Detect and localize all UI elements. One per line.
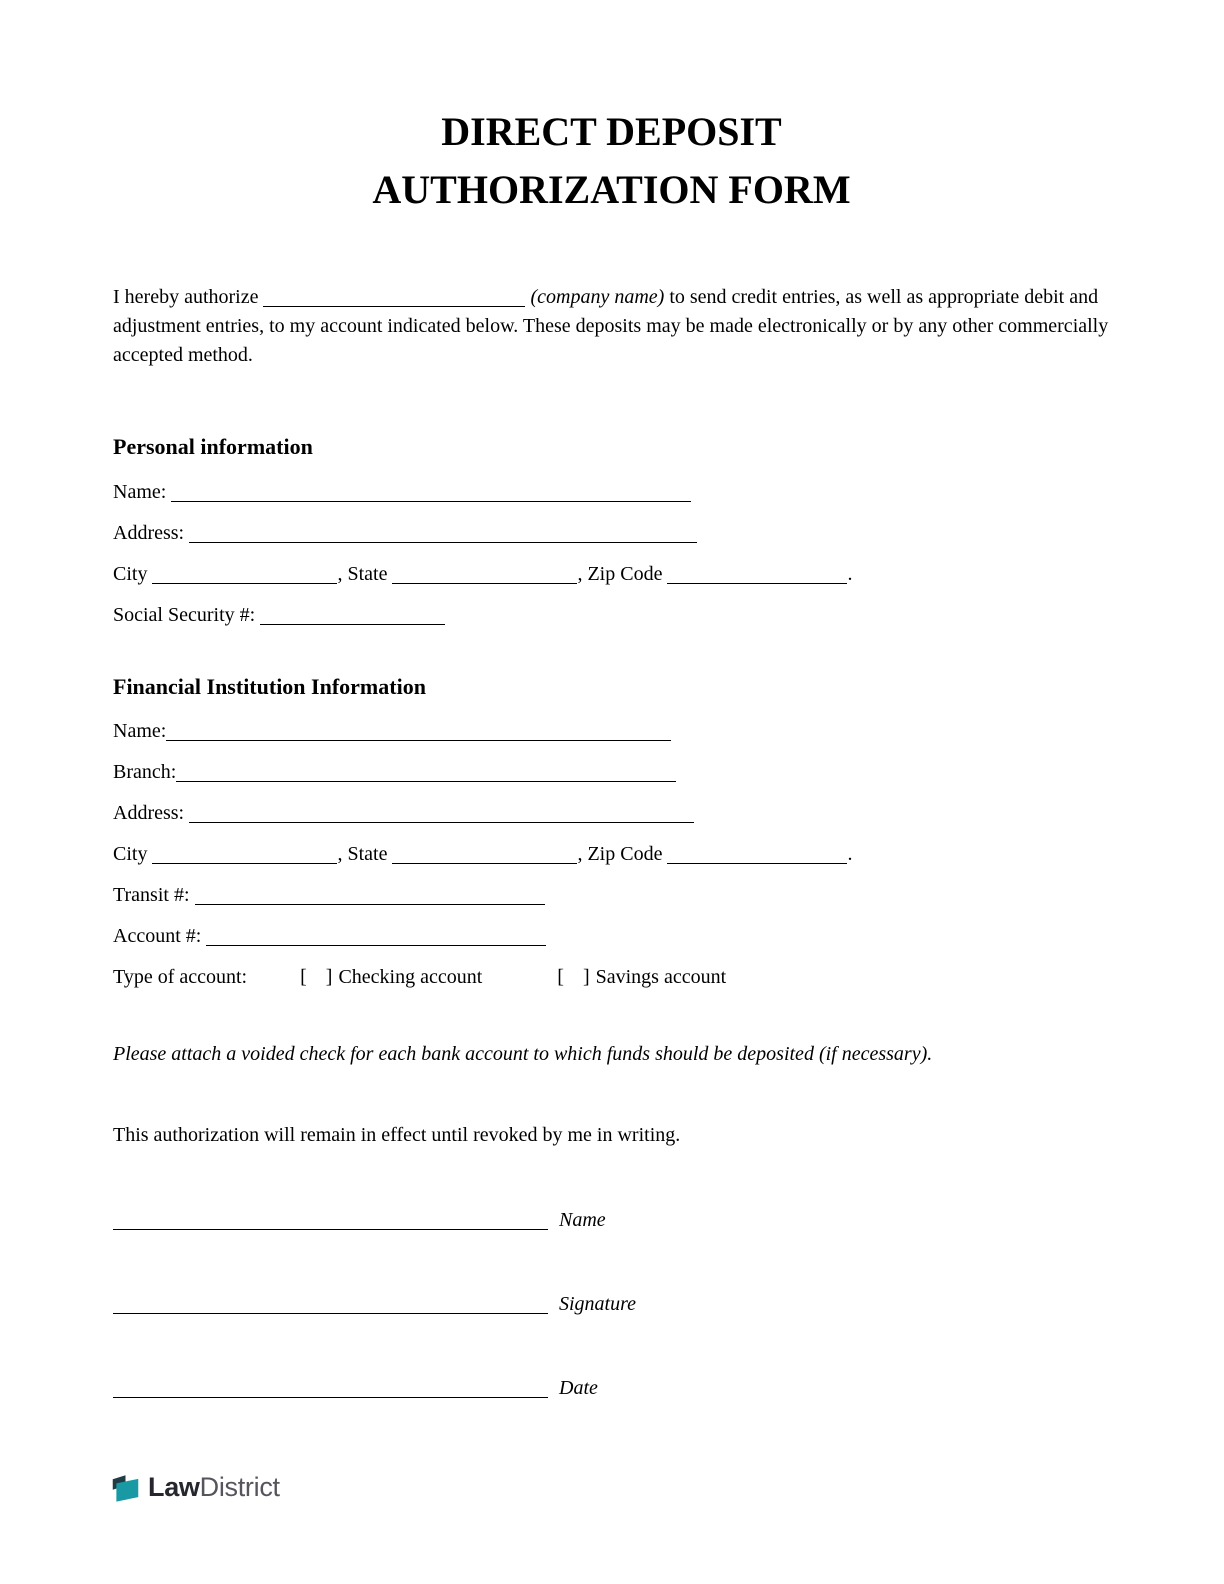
financial-transit-blank[interactable] — [195, 889, 545, 905]
financial-address-row — [113, 799, 1110, 828]
account-type-row — [113, 963, 1110, 992]
financial-transit-label: Transit #: — [113, 884, 190, 907]
financial-name-label: Name: — [113, 720, 167, 743]
personal-city-label: City — [113, 562, 148, 585]
financial-branch-row — [113, 758, 1110, 787]
form-title-line2: AUTHORIZATION FORM — [372, 167, 851, 212]
financial-account-label: Account #: — [113, 925, 202, 948]
lawdistrict-logo-icon — [110, 1472, 141, 1503]
comma-separator: , — [337, 562, 343, 585]
form-title-line1: DIRECT DEPOSIT — [441, 109, 782, 154]
financial-city-label: City — [113, 843, 148, 866]
signature-name-row — [113, 1206, 1110, 1235]
signature-signature-blank[interactable] — [113, 1298, 548, 1314]
financial-account-row — [113, 922, 1110, 951]
financial-zip-blank[interactable] — [667, 848, 847, 864]
financial-address-label: Address: — [113, 802, 185, 825]
voided-check-note: Please attach a voided check for each bank account to which funds should be deposited (if necessary). — [113, 1043, 933, 1066]
financial-address-blank[interactable] — [189, 807, 694, 823]
account-type-label: Type of account: — [113, 966, 248, 989]
personal-state-blank[interactable] — [392, 568, 577, 584]
signature-signature-row — [113, 1290, 1110, 1319]
savings-account-option — [557, 963, 726, 992]
financial-branch-label: Branch: — [113, 761, 177, 784]
signature-name-label: Name — [559, 1209, 606, 1232]
financial-state-blank[interactable] — [392, 848, 577, 864]
personal-zip-label: Zip Code — [587, 562, 663, 585]
financial-city-blank[interactable] — [152, 848, 337, 864]
lawdistrict-logo — [110, 1472, 280, 1503]
financial-transit-row — [113, 881, 1110, 910]
signature-date-blank[interactable] — [113, 1382, 548, 1398]
period-separator: . — [847, 843, 853, 866]
personal-ssn-blank[interactable] — [260, 609, 445, 625]
company-name-hint: (company name) — [530, 286, 665, 308]
checking-account-checkbox[interactable]: [ ] — [300, 966, 334, 989]
signature-date-label: Date — [559, 1377, 598, 1400]
personal-name-label: Name: — [113, 480, 167, 503]
intro-paragraph — [113, 283, 1110, 370]
checking-account-option — [300, 963, 482, 992]
personal-address-blank[interactable] — [189, 527, 697, 543]
period-separator: . — [847, 562, 853, 585]
financial-info-heading: Financial Institution Information — [113, 673, 426, 699]
intro-body-text: to send credit entries, as well as appropriate debit and adjustment entries, to my account indicated below. These deposits may be made electronically or by any other commercially accepted method. — [113, 286, 1109, 366]
savings-account-label: Savings account — [595, 966, 727, 989]
company-name-blank[interactable] — [263, 291, 525, 307]
checking-account-label: Checking account — [338, 966, 483, 989]
financial-name-row — [113, 717, 1110, 746]
lawdistrict-logo-text — [148, 1472, 280, 1503]
form-title — [113, 103, 1110, 219]
personal-city-row — [113, 560, 1110, 589]
revocation-note: This authorization will remain in effect until revoked by me in writing. — [113, 1124, 681, 1147]
personal-info-heading: Personal information — [113, 434, 313, 459]
signature-date-row — [113, 1374, 1110, 1403]
financial-branch-blank[interactable] — [176, 766, 676, 782]
brand-text-law: Law — [148, 1472, 200, 1502]
signature-signature-label: Signature — [559, 1293, 637, 1316]
financial-account-blank[interactable] — [206, 930, 546, 946]
financial-city-row — [113, 840, 1110, 869]
intro-lead-text: I hereby authorize — [113, 286, 259, 308]
personal-address-row — [113, 519, 1110, 548]
signature-block — [113, 1206, 1110, 1403]
personal-address-label: Address: — [113, 521, 185, 544]
savings-account-checkbox[interactable]: [ ] — [557, 966, 591, 989]
comma-separator: , — [337, 843, 343, 866]
personal-city-blank[interactable] — [152, 568, 337, 584]
personal-state-label: State — [347, 562, 388, 585]
financial-name-blank[interactable] — [166, 725, 671, 741]
comma-separator: , — [577, 843, 583, 866]
financial-zip-label: Zip Code — [587, 843, 663, 866]
personal-ssn-label: Social Security #: — [113, 603, 256, 626]
signature-name-blank[interactable] — [113, 1214, 548, 1230]
personal-ssn-row — [113, 601, 1110, 630]
financial-state-label: State — [347, 843, 388, 866]
personal-name-row — [113, 478, 1110, 507]
comma-separator: , — [577, 562, 583, 585]
personal-name-blank[interactable] — [171, 486, 691, 502]
personal-zip-blank[interactable] — [667, 568, 847, 584]
brand-text-district: District — [199, 1472, 280, 1502]
